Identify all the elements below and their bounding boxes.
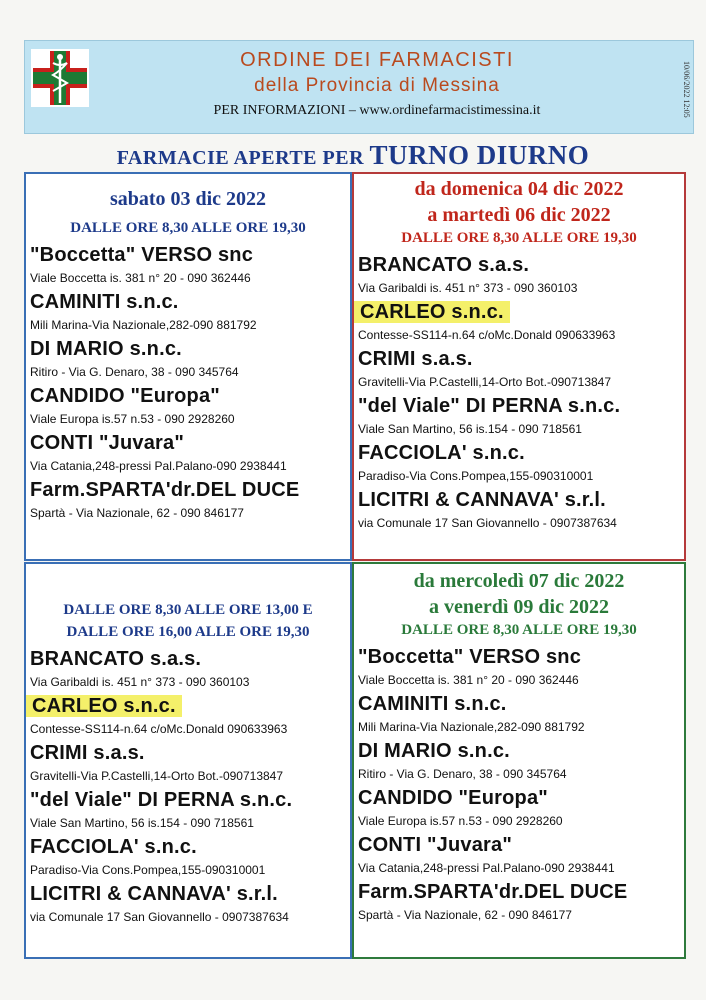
pharmacy-name-text: Farm.SPARTA'dr.DEL DUCE (30, 479, 300, 501)
pharmacy-address: Mili Marina-Via Nazionale,282-090 881792 (358, 720, 585, 734)
pharmacy-name (30, 836, 197, 859)
pharmacy-address: Viale Boccetta is. 381 n° 20 - 090 362446 (358, 673, 579, 687)
pharmacy-name-text: LICITRI & CANNAVA' s.r.l. (30, 883, 278, 905)
pharmacy-name-text: DI MARIO s.n.c. (30, 338, 182, 360)
pharmacy-name-text: FACCIOLA' s.n.c. (358, 442, 525, 464)
pharmacy-name-text: CARLEO s.n.c. (354, 301, 510, 323)
pharmacy-name-text: DI MARIO s.n.c. (358, 740, 510, 762)
pharmacy-name-text: CONTI "Juvara" (358, 834, 513, 856)
date-heading: a venerdì 09 dic 2022 (429, 596, 609, 618)
pharmacy-name-text: FACCIOLA' s.n.c. (30, 836, 197, 858)
pharmacy-name (30, 789, 292, 812)
order-subtitle: della Provincia di Messina (254, 75, 500, 96)
pharmacy-address: Viale San Martino, 56 is.154 - 090 718561 (30, 816, 254, 830)
pharmacy-address: Viale Europa is.57 n.53 - 090 2928260 (358, 814, 563, 828)
pharmacy-address: Contesse-SS114-n.64 c/oMc.Donald 090633963 (30, 722, 288, 736)
opening-hours: DALLE ORE 16,00 ALLE ORE 19,30 (66, 624, 310, 640)
pharmacy-name (30, 291, 179, 314)
pharmacy-address: Viale San Martino, 56 is.154 - 090 718561 (358, 422, 582, 436)
info-website: PER INFORMAZIONI – www.ordinefarmacistimessina.it (213, 103, 541, 118)
opening-hours: DALLE ORE 8,30 ALLE ORE 13,00 E (63, 602, 313, 618)
pharmacy-name (30, 432, 184, 455)
pharmacy-address: Gravitelli-Via P.Castelli,14-Orto Bot.-090713847 (358, 375, 612, 389)
opening-hours: DALLE ORE 8,30 ALLE ORE 19,30 (401, 230, 637, 246)
pharmacy-name (358, 395, 620, 418)
pharmacy-name-text: CANDIDO "Europa" (358, 787, 548, 809)
schedule-box (24, 562, 352, 959)
pharmacy-name-text: CRIMI s.a.s. (358, 348, 473, 370)
pharmacy-name (358, 834, 512, 857)
opening-hours: DALLE ORE 8,30 ALLE ORE 19,30 (70, 220, 306, 236)
pharmacy-name-text: "Boccetta" VERSO snc (30, 244, 254, 266)
date-heading: a martedì 06 dic 2022 (427, 204, 611, 226)
pharmacy-name-text: "del Viale" DI PERNA s.n.c. (30, 789, 293, 811)
pharmacy-name (358, 740, 510, 763)
pharmacy-name (30, 742, 145, 765)
pharmacy-name-text: LICITRI & CANNAVA' s.r.l. (358, 489, 606, 511)
pharmacy-address: Spartà - Via Nazionale, 62 - 090 846177 (358, 908, 572, 922)
date-heading: sabato 03 dic 2022 (109, 188, 267, 210)
date-heading: da mercoledì 07 dic 2022 (413, 570, 625, 592)
pharmacy-address: Paradiso-Via Cons.Pompea,155-090310001 (30, 863, 266, 877)
pharmacy-name (30, 648, 201, 671)
pharmacy-address: Ritiro - Via G. Denaro, 38 - 090 345764 (358, 767, 567, 781)
pharmacy-name-text: CONTI "Juvara" (30, 432, 185, 454)
title-part2: TURNO DIURNO (369, 140, 590, 170)
pharmacy-name (358, 301, 510, 324)
pharmacy-address: Via Catania,248-pressi Pal.Palano-090 2938441 (358, 861, 615, 875)
pharmacy-name (358, 881, 627, 904)
pharmacy-address: Spartà - Via Nazionale, 62 - 090 846177 (30, 506, 244, 520)
pharmacy-name (358, 489, 606, 512)
pharmacy-address: Viale Europa is.57 n.53 - 090 2928260 (30, 412, 235, 426)
pharmacy-address: Paradiso-Via Cons.Pompea,155-090310001 (358, 469, 594, 483)
pharmacy-name (30, 338, 182, 361)
pharmacy-name (358, 442, 525, 465)
pharmacy-address: via Comunale 17 San Giovannello - 0907387634 (358, 516, 617, 530)
pharmacy-name-text: BRANCATO s.a.s. (358, 254, 530, 276)
pharmacy-name-text: "del Viale" DI PERNA s.n.c. (358, 395, 621, 417)
schedule-box (24, 172, 352, 561)
pharmacy-address: Viale Boccetta is. 381 n° 20 - 090 362446 (30, 271, 251, 285)
print-stamp: 10/06/2022 12:05 (682, 60, 691, 118)
pharmacy-name (358, 787, 548, 810)
date-heading: da domenica 04 dic 2022 (414, 178, 624, 200)
pharmacy-name (30, 385, 220, 408)
pharmacy-name-text: CARLEO s.n.c. (26, 695, 182, 717)
pharmacy-address: via Comunale 17 San Giovannello - 0907387634 (30, 910, 289, 924)
page-title (0, 140, 706, 171)
schedule-box (352, 172, 686, 561)
pharmacy-address: Gravitelli-Via P.Castelli,14-Orto Bot.-090713847 (30, 769, 284, 783)
pharmacy-address: Mili Marina-Via Nazionale,282-090 881792 (30, 318, 257, 332)
title-part1: FARMACIE APERTE PER (116, 147, 365, 169)
pharmacy-name (358, 254, 529, 277)
pharmacy-address: Contesse-SS114-n.64 c/oMc.Donald 090633963 (358, 328, 616, 342)
pharmacy-address: Via Garibaldi is. 451 n° 373 - 090 360103 (358, 281, 578, 295)
pharmacy-address: Via Garibaldi is. 451 n° 373 - 090 360103 (30, 675, 250, 689)
pharmacy-name (358, 646, 581, 669)
opening-hours: DALLE ORE 8,30 ALLE ORE 19,30 (401, 622, 637, 638)
header-banner (24, 40, 694, 134)
pharmacy-name-text: "Boccetta" VERSO snc (358, 646, 582, 668)
schedule-box (352, 562, 686, 959)
pharmacy-name-text: CRIMI s.a.s. (30, 742, 145, 764)
pharmacy-name (30, 883, 278, 906)
pharmacy-name-text: CAMINITI s.n.c. (30, 291, 179, 313)
order-title: ORDINE DEI FARMACISTI (240, 49, 514, 71)
pharmacy-name (358, 693, 507, 716)
pharmacy-address: Via Catania,248-pressi Pal.Palano-090 2938441 (30, 459, 287, 473)
pharmacy-name (358, 348, 473, 371)
pharmacy-name-text: BRANCATO s.a.s. (30, 648, 202, 670)
pharmacy-name (30, 479, 299, 502)
pharmacy-address: Ritiro - Via G. Denaro, 38 - 090 345764 (30, 365, 239, 379)
pharmacy-name (30, 695, 182, 718)
pharmacy-name-text: CAMINITI s.n.c. (358, 693, 507, 715)
pharmacy-name-text: CANDIDO "Europa" (30, 385, 220, 407)
pharmacy-logo-icon (31, 49, 89, 107)
pharmacy-name (30, 244, 253, 267)
pharmacy-name-text: Farm.SPARTA'dr.DEL DUCE (358, 881, 628, 903)
